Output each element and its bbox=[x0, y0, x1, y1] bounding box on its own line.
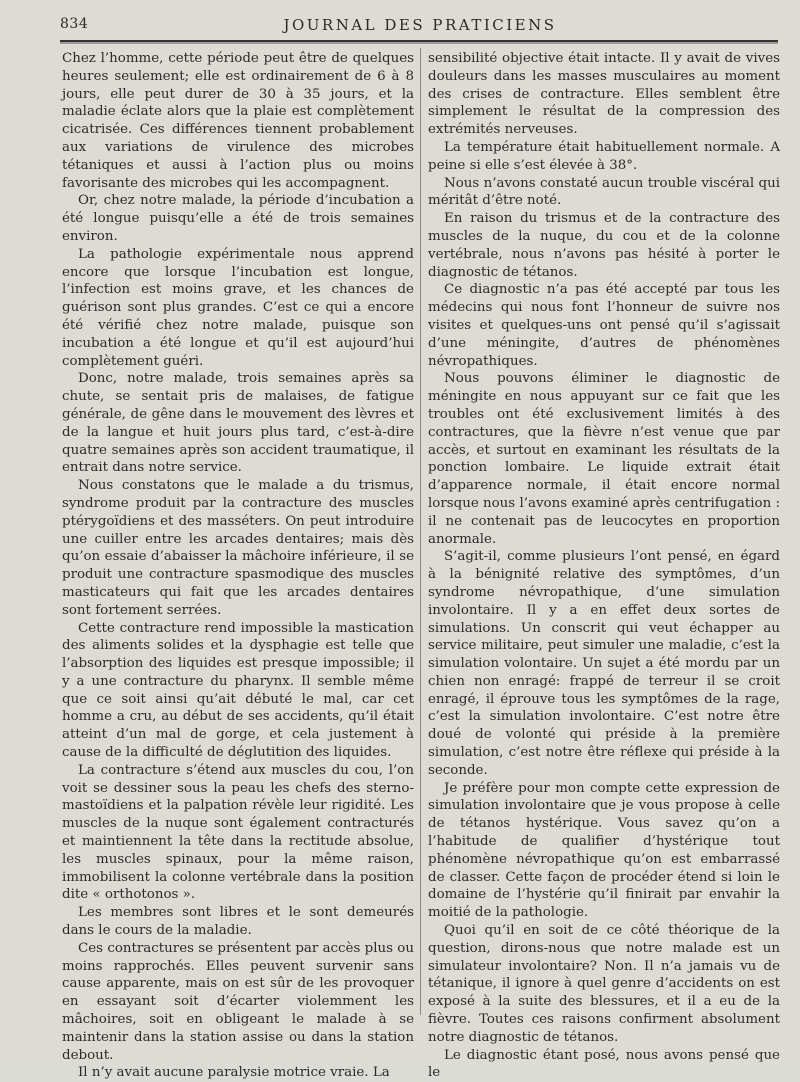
paragraph: S’agit-il, comme plusieurs l’ont pensé, en égard à la bénignité relative des symptômes, d’un syndrome névropathique, d’une simulation involontaire. Il y a en effet deux sortes de simulations. Un conscrit qui veut échapper au service militaire, peut simuler une maladie, c’est la simulation volontaire. Un sujet a été mordu par un chien non enragé: frappé de terreur il se croit enragé, il éprouve tous les symptômes de la rage, c’est la simulation involontaire. C’est notre être doué de volonté qui préside à la première simulation, c’est notre être réflexe qui préside à la seconde. bbox=[428, 549, 780, 778]
journal-title: JOURNAL DES PRATICIENS bbox=[283, 16, 557, 34]
paragraph: Quoi qu’il en soit de ce côté théorique de la question, dirons-nous que notre malade est un simulateur involontaire? Non. Il n’a jamais vu de tétanique, il ignore à quel genre d’accidents on est exposé à la suite des blessures, et il a eu de la fièvre. Toutes ces raisons confirment absolument notre diagnostic de tétanos. bbox=[428, 923, 780, 1045]
left-column bbox=[62, 50, 414, 1082]
page-header bbox=[60, 10, 780, 36]
paragraph: Nous constatons que le malade a du trismus, syndrome produit par la contracture des muscles ptérygoïdiens et des masséters. On peut introduire une cuiller entre les arcades dentaires; mais dès qu’on essaie d’abaisser la mâchoire inférieure, il se produit une contracture spasmodique des muscles masticateurs qui fait que les arcades dentaires sont fortement serrées. bbox=[62, 478, 414, 618]
paragraph: La pathologie expérimentale nous apprend encore que lorsque l’incubation est longue, l’infection est moins grave, et les chances de guérison sont plus grandes. C’est ce qui a encore été vérifié chez notre malade, puisque son incubation a été longue et qu’il est aujourd’hui complètement guéri. bbox=[62, 246, 414, 369]
paragraph: La contracture s’étend aux muscles du cou, l’on voit se dessiner sous la peau les chefs des sterno-mastoïdiens et la palpation révèle leur rigidité. Les muscles de la nuque sont également contracturés et maintiennent la tête dans la rectitude absolue, les muscles spinaux, pour la même raison, immobilisent la colonne vertébrale dans la position dite « orthotonos ». bbox=[62, 762, 414, 903]
paragraph: Le diagnostic étant posé, nous avons pensé que le bbox=[428, 1047, 780, 1081]
paragraph: Or, chez notre malade, la période d’incubation a été longue puisqu’elle a été de trois semaines environ. bbox=[62, 193, 414, 244]
paragraph: Nous pouvons éliminer le diagnostic de méningite en nous appuyant sur ce fait que les troubles ont été exclusivement limités à des contractures, que la fièvre n’est venue que par accès, et surtout en examinant les résultats de la ponction lombaire. Le liquide extrait était d’apparence normale, il était encore normal lorsque nous l’avons examiné après centrifugation : il ne contenait pas de leucocytes en proportion anormale. bbox=[428, 371, 780, 547]
right-column bbox=[428, 50, 780, 1082]
paragraph: Nous n’avons constaté aucun trouble viscéral qui méritât d’être noté. bbox=[428, 175, 780, 209]
paragraph: Je préfère pour mon compte cette expression de simulation involontaire que je vous propose à celle de tétanos hystérique. Vous savez qu’on a l’habitude de qualifier d’hystérique tout phénomène névropathique qu’on est embarrassé de classer. Cette façon de procéder étend si loin le domaine de l’hystérie qu’il finirait par envahir la moitié de la pathologie. bbox=[428, 780, 780, 921]
paragraph: Les membres sont libres et le sont demeurés dans le cours de la maladie. bbox=[62, 905, 414, 939]
paragraph: La température était habituellement normale. A peine si elle s’est élevée à 38°. bbox=[428, 139, 780, 173]
paragraph: Il n’y avait aucune paralysie motrice vraie. La bbox=[78, 1065, 390, 1081]
paragraph: Donc, notre malade, trois semaines après sa chute, se sentait pris de malaises, de fatigue générale, de gêne dans le mouvement des lèvres et de la langue et huit jours plus tard, c’est-à-dire quatre semaines après son accident traumatique, il entrait dans notre service. bbox=[62, 371, 414, 476]
paragraph: Ces contractures se présentent par accès plus ou moins rapprochés. Elles peuvent survenir sans cause apparente, mais on est sûr de les provoquer en essayant soit d’écarter violemment les mâchoires, soit en obligeant le malade à se maintenir dans la station assise ou dans la station debout. bbox=[62, 940, 414, 1063]
paragraph: sensibilité objective était intacte. Il y avait de vives douleurs dans les masses musculaires au moment des crises de contracture. Elles semblent être simplement le résultat de la compression des extrémités nerveuses. bbox=[428, 51, 780, 138]
paragraph: Ce diagnostic n’a pas été accepté par tous les médecins qui nous font l’honneur de suivre nos visites et quelques-uns ont pensé qu’il s’agissait d’une méningite, d’autres de phénomènes névropathiques. bbox=[428, 282, 780, 369]
paragraph: Cette contracture rend impossible la mastication des aliments solides et la dysphagie est telle que l’absorption des liquides est presque impossible; il y a une contracture du pharynx. Il semble même que ce soit ainsi qu’ait débuté le mal, car cet homme a cru, au début de ses accidents, qu’il était atteint d’un mal de gorge, et cela justement à cause de la difficulté de déglutition des liquides. bbox=[62, 620, 414, 761]
column-divider bbox=[420, 48, 421, 1015]
header-rule bbox=[60, 40, 778, 42]
paragraph: En raison du trismus et de la contracture des muscles de la nuque, du cou et de la colonne vertébrale, nous n’avons pas hésité à porter le diagnostic de tétanos. bbox=[428, 211, 780, 280]
page-number: 834 bbox=[60, 16, 89, 32]
paragraph: Chez l’homme, cette période peut être de quelques heures seulement; elle est ordinairement de 6 à 8 jours, elle peut durer de 30 à 35 jours, et la maladie éclate alors que la plaie est complètement cicatrisée. Ces différences tiennent probablement aux variations de virulence des microbes tétaniques et aussi à l’action plus ou moins favorisante des microbes qui les accompagnent. bbox=[62, 51, 414, 191]
